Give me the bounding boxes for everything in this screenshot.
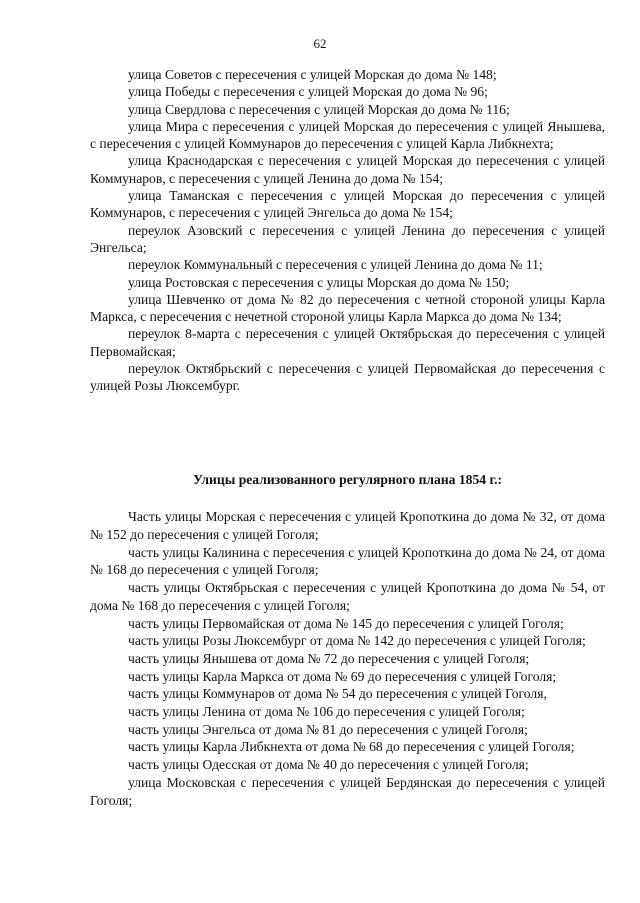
street-entry: улица Шевченко от дома № 82 до пересечения с четной стороной улицы Карла Маркса, с пересечения с нечетной стороной улицы Карла Маркса до дома № 134; [90, 291, 605, 325]
street-entry: часть улицы Карла Либкнехта от дома № 68 до пересечения с улицей Гоголя; [128, 739, 575, 755]
street-entry: улица Московская с пересечения с улицей Бердянская до пересечения с улицей Гоголя; [90, 774, 605, 808]
street-entry: часть улицы Розы Люксембург от дома № 142 до пересечения с улицей Гоголя; [128, 633, 586, 649]
street-entry: часть улицы Первомайская от дома № 145 до пересечения с улицей Гоголя; [128, 615, 564, 631]
street-entry: часть улицы Карла Маркса от дома № 69 до пересечения с улицей Гоголя; [128, 668, 557, 684]
street-entry: улица Таманская с пересечения с улицей Морская до пересечения с улицей Коммунаров, с пересечения с улицей Энгельса до дома № 154; [90, 188, 605, 221]
street-entry: переулок Октябрьский с пересечения с улицей Первомайская до пересечения с улицей Розы Люксембург. [90, 361, 605, 394]
street-entry: часть улицы Коммунаров от дома № 54 до пересечения с улицей Гоголя, [128, 686, 547, 702]
street-entry: часть улицы Октябрьская с пересечения с улицей Кропоткина до дома № 54, от дома № 168 до пересечения с улицей Гоголя; [90, 580, 605, 613]
street-entry: переулок Коммунальный с пересечения с улицей Ленина до дома № 11; [128, 257, 543, 273]
street-entry: улица Мира с пересечения с улицей Морская до пересечения с улицей Янышева, с пересечения с улицей Коммунаров до пересечения с улицей Карла Либкнехта; [90, 118, 605, 152]
street-entry: улица Ростовская с пересечения с улицы Морская до дома № 150; [128, 274, 510, 290]
page-number: 62 [313, 36, 327, 51]
street-list-section-1 [90, 66, 605, 395]
street-entry: переулок Азовский с пересечения с улицей Ленина до пересечения с улицей Энгельса; [90, 222, 605, 255]
street-entry: часть улицы Энгельса от дома № 81 до пересечения с улицей Гоголя; [128, 721, 528, 737]
street-entry: улица Победы с пересечения с улицей Морская до дома № 96; [128, 84, 488, 100]
street-entry: часть улицы Ленина от дома № 106 до пересечения с улицей Гоголя; [128, 704, 525, 720]
street-entry: часть улицы Янышева от дома № 72 до пересечения с улицей Гоголя; [128, 650, 530, 666]
street-entry: улица Советов с пересечения с улицей Морская до дома № 148; [128, 67, 497, 82]
street-entry: улица Свердлова с пересечения с улицей Морская до дома № 116; [128, 101, 510, 117]
street-entry: переулок 8-марта с пересечения с улицей Октябрьская до пересечения с улицей Первомайская; [90, 326, 605, 359]
street-entry: улица Краснодарская с пересечения с улицей Морская до пересечения с улицей Коммунаров, с пересечения с улицей Ленина до дома № 154; [90, 153, 605, 186]
street-entry: Часть улицы Морская с пересечения с улицей Кропоткина до дома № 32, от дома № 152 до пересечения с улицей Гоголя; [90, 509, 605, 542]
street-entry: часть улицы Калинина с пересечения с улицей Кропоткина до дома № 24, от дома № 168 до пересечения с улицей Гоголя; [90, 544, 605, 578]
section-heading: Улицы реализованного регулярного плана 1854 г.: [192, 472, 503, 487]
street-list-section-2 [90, 449, 605, 809]
street-entry: часть улицы Одесская от дома № 40 до пересечения с улицей Гоголя; [128, 757, 529, 773]
